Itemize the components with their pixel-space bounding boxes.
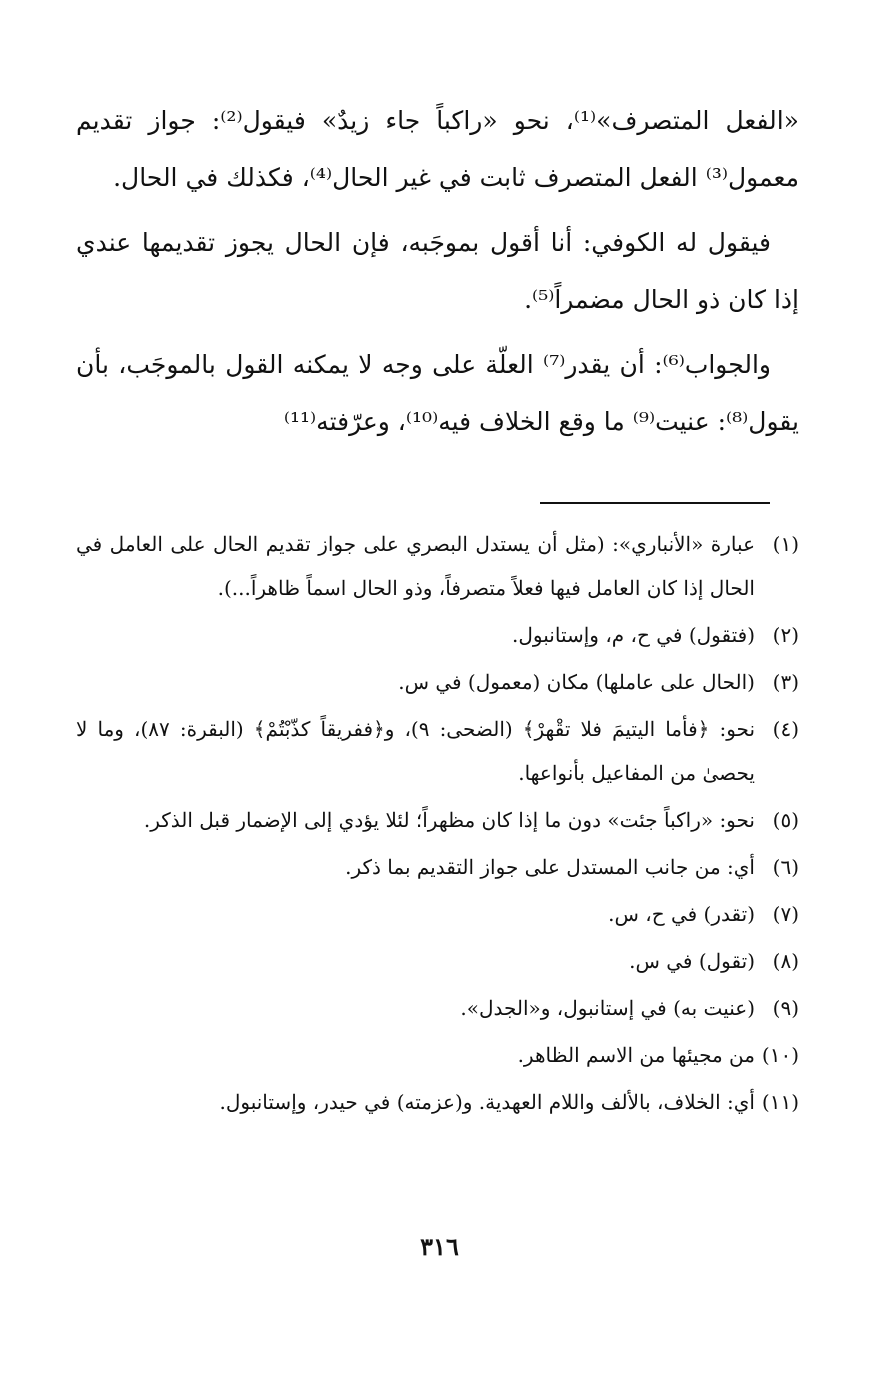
footnote-text: أي: من جانب المستدل على جواز التقديم بما ذكر. — [345, 855, 755, 879]
footnote-number: (١٠) — [761, 1043, 799, 1067]
footnote-number: (٤) — [772, 717, 799, 741]
footnote — [76, 707, 799, 795]
footnote — [76, 1033, 799, 1077]
footnote-number: (١) — [772, 532, 799, 556]
footnote-text: (فتقول) في ح، م، وإستانبول. — [512, 623, 755, 647]
main-text — [76, 92, 799, 458]
footnote-number: (٥) — [772, 808, 799, 832]
footnote-text: (عنيت به) في إستانبول، و«الجدل». — [460, 996, 755, 1020]
footnote-text: أي: الخلاف، بالألف واللام العهدية. و(عزمته) في حيدر، وإستانبول. — [219, 1090, 755, 1114]
footnote-text: نحو: ﴿فأما اليتيمَ فلا تقْهرْ﴾ (الضحى: ٩)، و﴿ففريقاً كذّبْتُمْ﴾ (البقرة: ٨٧)، وما لا يحصىٰ من المفاعيل بأنواعها. — [76, 717, 756, 785]
footnote-number: (٩) — [772, 996, 799, 1020]
footnote-number: (٦) — [772, 855, 799, 879]
footnote — [76, 986, 799, 1030]
main-paragraph: «الفعل المتصرف»⁽¹⁾، نحو «راكباً جاء زيدٌ» فيقول⁽²⁾: جواز تقديم معمول⁽³⁾ الفعل المتصرف ثابت في غير الحال⁽⁴⁾، فكذلك في الحال. — [76, 106, 799, 192]
footnote — [76, 522, 799, 610]
footnote-text: عبارة «الأنباري»: (مثل أن يستدل البصري على جواز تقديم الحال على العامل في الحال إذا كان العامل فيها فعلاً متصرفاً، وذو الحال اسماً ظاهراً...). — [76, 532, 755, 600]
footnote-number: (٢) — [772, 623, 799, 647]
main-paragraph: فيقول له الكوفي: أنا أقول بموجَبه، فإن الحال يجوز تقديمها عندي إذا كان ذو الحال مضمراً⁽⁵⁾. — [76, 228, 799, 314]
footnote-text: (تقول) في س. — [629, 949, 755, 973]
footnote — [76, 613, 799, 657]
footnote-text: (الحال على عاملها) مكان (معمول) في س. — [398, 670, 755, 694]
footnotes — [76, 522, 799, 1127]
footnote-text: من مجيئها من الاسم الظاهر. — [517, 1043, 755, 1067]
footnote-number: (٣) — [772, 670, 799, 694]
footnote-number: (٧) — [772, 902, 799, 926]
footnote-text: نحو: «راكباً جئت» دون ما إذا كان مظهراً؛ لئلا يؤدي إلى الإضمار قبل الذكر. — [143, 808, 755, 832]
footnote-separator — [540, 502, 770, 504]
footnote — [76, 1080, 799, 1124]
footnote-text: (تقدر) في ح، س. — [608, 902, 755, 926]
footnote — [76, 939, 799, 983]
footnote — [76, 660, 799, 704]
footnote-number: (٨) — [772, 949, 799, 973]
page-number: ٣١٦ — [420, 1232, 459, 1261]
footnote — [76, 892, 799, 936]
main-paragraph: والجواب⁽⁶⁾: أن يقدر⁽⁷⁾ العلّة على وجه لا يمكنه القول بالموجَب، بأن يقول⁽⁸⁾: عنيت⁽⁹⁾ ما وقع الخلاف فيه⁽¹⁰⁾، وعرّفته⁽¹¹⁾ — [76, 350, 799, 436]
footnote — [76, 798, 799, 842]
footnote — [76, 845, 799, 889]
footnote-number: (١١) — [761, 1090, 799, 1114]
